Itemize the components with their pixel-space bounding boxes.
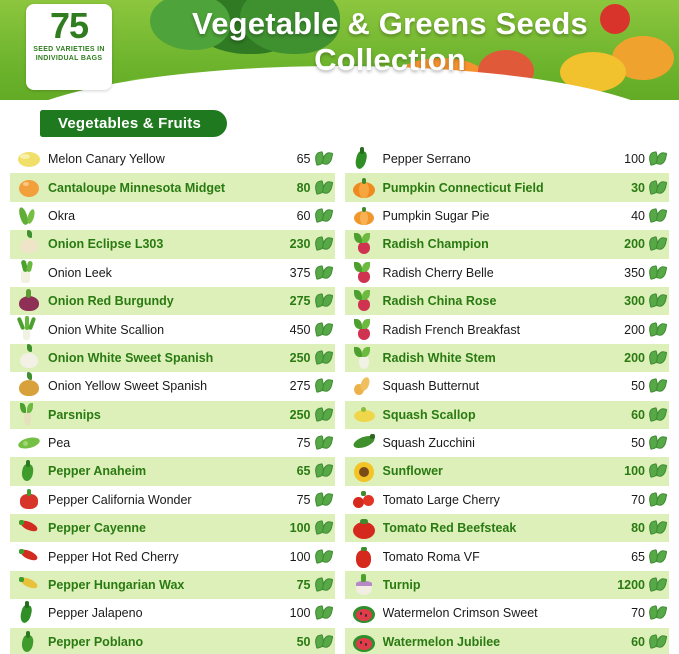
seeds-icon (649, 180, 669, 196)
seeds-icon (315, 151, 335, 167)
seed-name: Radish White Stem (382, 350, 496, 365)
seed-row (345, 429, 670, 457)
seed-name: Cantaloupe Minnesota Midget (48, 180, 226, 195)
watermelon-icon (349, 630, 379, 654)
seeds-icon (315, 180, 335, 196)
seeds-icon (315, 208, 335, 224)
page-title: Vegetable & Greens Seeds Collection (192, 6, 588, 77)
seed-name: Pepper Cayenne (48, 521, 146, 536)
seed-quantity: 275 (289, 294, 311, 309)
seed-row (10, 230, 335, 258)
seed-quantity: 100 (289, 606, 311, 621)
onion-icon (14, 232, 44, 256)
roma-tomato-icon (349, 545, 379, 569)
seed-row (345, 486, 670, 514)
seed-name: Pepper Anaheim (48, 464, 147, 479)
seeds-icon (649, 577, 669, 593)
red-onion-icon (14, 289, 44, 313)
seed-row (345, 401, 670, 429)
seed-name: Pepper Serrano (382, 152, 471, 167)
seed-name: Turnip (382, 578, 421, 593)
seed-name: Pepper California Wonder (48, 492, 192, 507)
wax-pepper-icon (14, 573, 44, 597)
seed-row (10, 599, 335, 627)
zucchini-icon (349, 431, 379, 455)
section-header (0, 110, 679, 137)
seed-row (345, 202, 670, 230)
seed-name: Squash Zucchini (382, 436, 475, 451)
seed-name: Radish Champion (382, 237, 489, 252)
radish-icon (349, 289, 379, 313)
scallop-icon (349, 403, 379, 427)
seed-name: Sunflower (382, 464, 443, 479)
seeds-icon (649, 407, 669, 423)
seeds-icon (315, 236, 335, 252)
seed-quantity: 50 (631, 436, 645, 451)
seed-row (345, 344, 670, 372)
seed-quantity: 50 (631, 379, 645, 394)
seed-row (10, 344, 335, 372)
seed-quantity: 100 (289, 549, 311, 564)
seed-name: Onion White Scallion (48, 322, 165, 337)
radish-white-icon (349, 346, 379, 370)
seeds-icon (649, 151, 669, 167)
seed-name: Onion Yellow Sweet Spanish (48, 379, 208, 394)
seed-row (10, 571, 335, 599)
seeds-icon (649, 520, 669, 536)
seed-list-left-column (10, 145, 335, 654)
seed-name: Pumpkin Sugar Pie (382, 208, 490, 223)
seed-name: Watermelon Crimson Sweet (382, 606, 538, 621)
seed-name: Parsnips (48, 407, 101, 422)
turnip-icon (349, 573, 379, 597)
cherry-tomato-icon (349, 488, 379, 512)
seeds-icon (315, 549, 335, 565)
seed-name: Pea (48, 436, 71, 451)
seed-quantity: 40 (631, 208, 645, 223)
seeds-icon (649, 605, 669, 621)
seed-quantity: 65 (296, 152, 311, 167)
butternut-icon (349, 374, 379, 398)
seed-quantity: 30 (631, 180, 645, 195)
seeds-icon (649, 549, 669, 565)
seed-row (345, 287, 670, 315)
seed-name: Tomato Roma VF (382, 549, 480, 564)
seeds-icon (315, 463, 335, 479)
seeds-icon (649, 236, 669, 252)
seed-name: Radish China Rose (382, 294, 497, 309)
seeds-icon (315, 265, 335, 281)
seed-quantity: 70 (631, 606, 645, 621)
watermelon-icon (349, 601, 379, 625)
seed-name: Onion Eclipse L303 (48, 237, 164, 252)
white-onion-icon (14, 346, 44, 370)
seed-quantity: 375 (289, 265, 311, 280)
radish-icon (349, 261, 379, 285)
seed-quantity: 350 (624, 265, 645, 280)
seed-quantity: 100 (624, 152, 645, 167)
scallion-icon (14, 318, 44, 342)
seed-variety-badge (26, 4, 112, 90)
serrano-icon (349, 147, 379, 171)
seed-quantity: 250 (289, 350, 311, 365)
seed-row (10, 401, 335, 429)
seeds-icon (315, 350, 335, 366)
seed-row (10, 514, 335, 542)
seed-quantity: 75 (296, 436, 311, 451)
yellow-onion-icon (14, 374, 44, 398)
seed-name: Pepper Hungarian Wax (48, 578, 185, 593)
seed-row (345, 457, 670, 485)
pumpkin-pie-icon (349, 204, 379, 228)
seeds-icon (649, 463, 669, 479)
seeds-icon (315, 605, 335, 621)
seed-quantity: 250 (289, 407, 311, 422)
seeds-icon (649, 435, 669, 451)
seed-quantity: 80 (631, 521, 645, 536)
seeds-icon (315, 407, 335, 423)
seed-row (10, 202, 335, 230)
seed-quantity: 200 (624, 237, 645, 252)
seeds-icon (315, 378, 335, 394)
seeds-icon (649, 350, 669, 366)
seed-name: Tomato Red Beefsteak (382, 521, 517, 536)
seed-quantity: 60 (296, 208, 311, 223)
seeds-icon (649, 378, 669, 394)
seeds-icon (315, 492, 335, 508)
badge-count: 75 (49, 5, 89, 46)
cayenne-icon (14, 516, 44, 540)
seed-name: Radish French Breakfast (382, 322, 521, 337)
seed-quantity: 65 (631, 549, 645, 564)
seed-quantity: 100 (289, 521, 311, 536)
seeds-icon (315, 577, 335, 593)
seed-list (0, 145, 679, 654)
seed-row (345, 628, 670, 654)
pumpkin-icon (349, 176, 379, 200)
badge-subtitle: SEED VARIETIES IN INDIVIDUAL BAGS (33, 46, 105, 62)
seed-row (10, 542, 335, 570)
seed-name: Watermelon Jubilee (382, 634, 501, 649)
seed-row (10, 457, 335, 485)
seed-row (10, 315, 335, 343)
seed-name: Pepper Hot Red Cherry (48, 549, 179, 564)
seed-row (10, 287, 335, 315)
seed-name: Pumpkin Connecticut Field (382, 180, 544, 195)
seed-quantity: 200 (624, 350, 645, 365)
seed-quantity: 200 (624, 322, 645, 337)
seeds-icon (649, 492, 669, 508)
seed-row (10, 372, 335, 400)
poblano-icon (14, 630, 44, 654)
seeds-icon (649, 293, 669, 309)
seeds-icon (649, 208, 669, 224)
radish-icon (349, 232, 379, 256)
bell-pepper-icon (14, 488, 44, 512)
seed-row (345, 259, 670, 287)
seed-name: Tomato Large Cherry (382, 492, 500, 507)
leek-icon (14, 261, 44, 285)
seed-row (10, 486, 335, 514)
pepper-icon (14, 459, 44, 483)
cantaloupe-icon (14, 176, 44, 200)
seed-quantity: 230 (289, 237, 311, 252)
seed-row (345, 145, 670, 173)
seed-row (345, 514, 670, 542)
seed-name: Pepper Poblano (48, 634, 144, 649)
seed-quantity: 65 (296, 464, 311, 479)
parsnip-icon (14, 403, 44, 427)
seed-quantity: 100 (624, 464, 645, 479)
sunflower-icon (349, 459, 379, 483)
seed-quantity: 60 (631, 634, 645, 649)
seed-name: Onion Red Burgundy (48, 294, 174, 309)
seed-name: Onion Leek (48, 265, 112, 280)
seed-row (345, 315, 670, 343)
seed-row (10, 429, 335, 457)
seed-quantity: 300 (624, 294, 645, 309)
seeds-icon (315, 520, 335, 536)
seeds-icon (315, 322, 335, 338)
seed-row (10, 145, 335, 173)
seed-quantity: 1200 (617, 578, 645, 593)
radish-icon (349, 318, 379, 342)
seed-row (345, 372, 670, 400)
seed-quantity: 60 (631, 407, 645, 422)
tomato-icon (349, 516, 379, 540)
seed-name: Okra (48, 208, 76, 223)
seed-quantity: 75 (296, 578, 311, 593)
seed-row (345, 230, 670, 258)
seed-row (10, 628, 335, 654)
seed-quantity: 275 (289, 379, 311, 394)
seed-row (345, 542, 670, 570)
seed-quantity: 75 (296, 492, 311, 507)
seed-row (345, 599, 670, 627)
seed-row (345, 571, 670, 599)
seed-quantity: 50 (296, 634, 311, 649)
seeds-icon (315, 293, 335, 309)
seed-row (345, 173, 670, 201)
seeds-icon (315, 634, 335, 650)
seed-list-right-column (345, 145, 670, 654)
page-header (0, 0, 679, 100)
seed-row (10, 173, 335, 201)
seeds-icon (649, 322, 669, 338)
melon-icon (14, 147, 44, 171)
red-chili-icon (14, 545, 44, 569)
seeds-icon (649, 634, 669, 650)
seed-quantity: 450 (289, 322, 311, 337)
seed-quantity: 70 (631, 492, 645, 507)
section-title: Vegetables & Fruits (40, 110, 227, 137)
jalapeno-icon (14, 601, 44, 625)
seeds-icon (315, 435, 335, 451)
seed-row (10, 259, 335, 287)
seed-name: Pepper Jalapeno (48, 606, 143, 621)
seed-name: Squash Butternut (382, 379, 480, 394)
seeds-icon (649, 265, 669, 281)
seed-name: Onion White Sweet Spanish (48, 350, 214, 365)
okra-icon (14, 204, 44, 228)
seed-name: Melon Canary Yellow (48, 152, 165, 167)
seed-quantity: 80 (296, 180, 311, 195)
pea-icon (14, 431, 44, 455)
seed-name: Squash Scallop (382, 407, 476, 422)
seed-name: Radish Cherry Belle (382, 265, 494, 280)
